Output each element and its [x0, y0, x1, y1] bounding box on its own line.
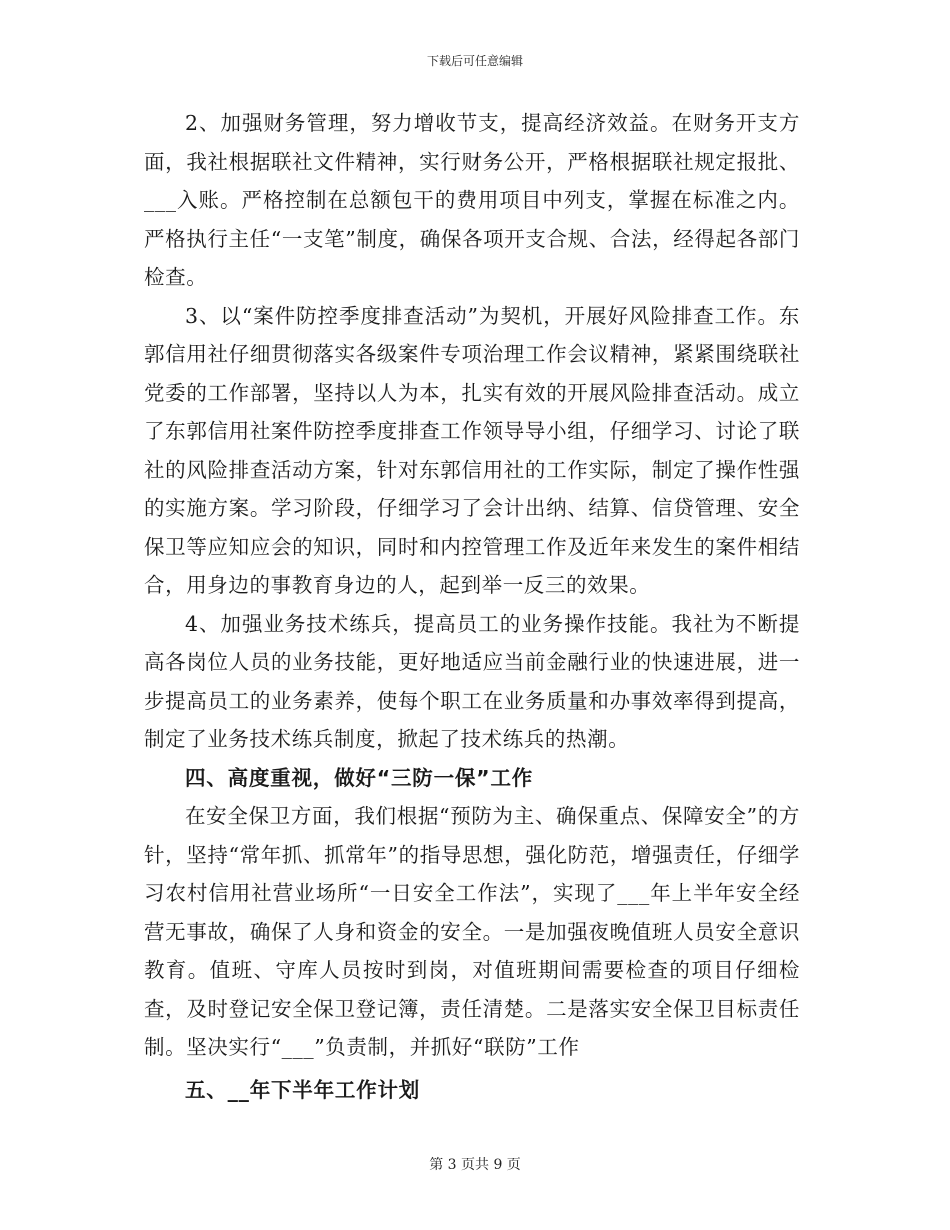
paragraph-finance: 2、加强财务管理，努力增收节支，提高经济效益。在财务开支方面，我社根据联社文件精神，实行财务公开，严格根据联社规定报批、___入账。严格控制在总额包干的费用项目中列支，掌握在标准之内。严格执行主任“一支笔”制度，确保各项开支合规、合法，经得起各部门检查。: [144, 111, 800, 289]
paragraph-skills-training: 4、加强业务技术练兵，提高员工的业务操作技能。我社为不断提高各岗位人员的业务技能，更好地适应当前金融行业的快速进展，进一步提高员工的业务素养，使每个职工在业务质量和办事效率得到提高，制定了业务技术练兵制度，掀起了技术练兵的热潮。: [144, 611, 800, 751]
section-heading-plan: 五、__年下半年工作计划: [185, 1077, 421, 1102]
paragraph-risk-check: 3、以“案件防控季度排查活动”为契机，开展好风险排查工作。东郭信用社仔细贯彻落实各级案件专项治理工作会议精神，紧紧围绕联社党委的工作部署，坚持以人为本，扎实有效的开展风险排查活动。成立了东郭信用社案件防控季度排查工作领导导小组，仔细学习、讨论了联社的风险排查活动方案，针对东郭信用社的工作实际，制定了操作性强的实施方案。学习阶段，仔细学习了会计出纳、结算、信贷管理、安全保卫等应知应会的知识，同时和内控管理工作及近年来发生的案件相结合，用身边的事教育身边的人，起到举一反三的效果。: [144, 303, 800, 597]
document-body: [144, 104, 800, 1109]
page-header: 下载后可任意编辑: [426, 54, 523, 68]
paragraph-security: 在安全保卫方面，我们根据“预防为主、确保重点、保障安全”的方针，坚持“常年抓、抓常年”的指导思想，强化防范，增强责任，仔细学习农村信用社营业场所“一日安全工作法”，实现了___年上半年安全经营无事故，确保了人身和资金的安全。一是加强夜晚值班人员安全意识教育。值班、守库人员按时到岗，对值班期间需要检查的项目仔细检查，及时登记安全保卫登记簿，责任清楚。二是落实安全保卫目标责任制。坚决实行“___”负责制，并抓好“联防”工作: [144, 804, 800, 1059]
page-footer: 第 3 页共 9 页: [429, 1157, 521, 1173]
section-heading-security: 四、高度重视，做好“三防一保”工作: [185, 765, 534, 790]
